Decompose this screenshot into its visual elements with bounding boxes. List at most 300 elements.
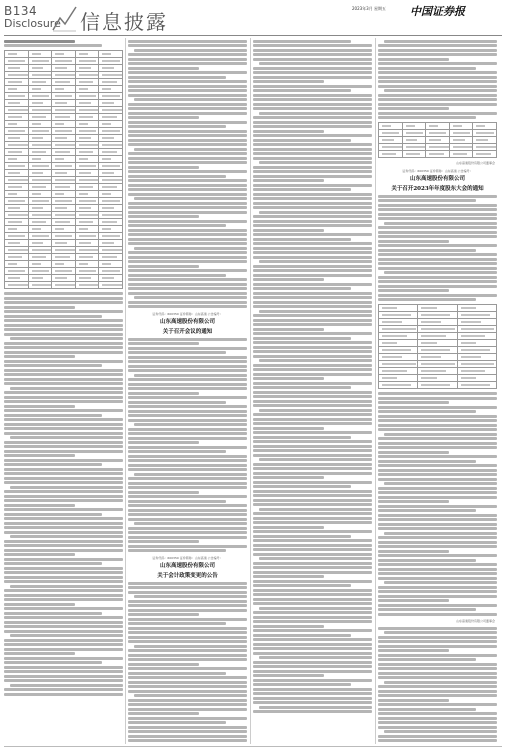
- text-line: [253, 98, 372, 101]
- text-line: [378, 676, 497, 679]
- text-line: [128, 531, 247, 534]
- text-line: [128, 396, 247, 399]
- table-cell: [473, 144, 497, 151]
- text-line: [253, 418, 372, 421]
- table-cell: [28, 177, 52, 184]
- text-line: [4, 315, 102, 318]
- text-line: [253, 269, 372, 272]
- text-line: [128, 387, 247, 390]
- text-line: [378, 577, 497, 580]
- table-row: [5, 135, 123, 142]
- table-cell: [28, 156, 52, 163]
- table-row: [379, 123, 497, 130]
- text-line: [253, 584, 351, 587]
- text-line: [378, 509, 476, 512]
- table-cell: [379, 333, 418, 340]
- text-line: [378, 258, 497, 261]
- table-cell: [418, 340, 457, 347]
- text-line: [384, 730, 497, 733]
- table-cell: [28, 128, 52, 135]
- text-line: [378, 545, 497, 548]
- table-cell: [75, 275, 99, 282]
- text-line: [4, 522, 123, 525]
- text-line: [4, 607, 123, 610]
- text-line: [4, 553, 75, 556]
- notice-title: 关于召开会议的通知: [162, 329, 213, 335]
- text-line: [253, 395, 372, 398]
- table-cell: [99, 177, 123, 184]
- text-line: [378, 285, 497, 288]
- table-row: [5, 93, 123, 100]
- text-line: [253, 535, 351, 538]
- table-cell: [75, 135, 99, 142]
- table-cell: [99, 198, 123, 205]
- text-line: [253, 611, 372, 614]
- text-line: [378, 249, 476, 252]
- table-cell: [379, 312, 418, 319]
- text-line: [378, 76, 497, 79]
- table-cell: [75, 100, 99, 107]
- text-line: [128, 301, 247, 304]
- text-line: [4, 373, 123, 376]
- table-cell: [99, 275, 123, 282]
- section-name-english: Disclosure: [4, 17, 61, 30]
- text-line: [128, 193, 247, 196]
- text-line: [128, 446, 247, 449]
- table-cell: [5, 268, 29, 275]
- table-cell: [52, 275, 76, 282]
- text-line: [384, 433, 497, 436]
- table-row: [379, 144, 497, 151]
- text-line: [4, 360, 123, 363]
- text-line: [253, 413, 372, 416]
- table-cell: [473, 123, 497, 130]
- text-line: [134, 247, 247, 250]
- text-line: [378, 590, 497, 593]
- text-line: [253, 593, 372, 596]
- text-line: [384, 40, 497, 43]
- table-cell: [5, 86, 29, 93]
- text-line: [4, 621, 123, 624]
- text-line: [128, 464, 247, 467]
- table-row: [379, 368, 497, 375]
- text-line: [253, 499, 372, 502]
- table-cell: [5, 72, 29, 79]
- text-line: [10, 684, 123, 687]
- text-line: [128, 107, 247, 110]
- text-line: [4, 468, 123, 471]
- text-line: [128, 342, 199, 345]
- notice-code: 证券代码：600350 证券简称：山东高速 公告编号：: [152, 556, 223, 560]
- text-line: [128, 360, 247, 363]
- text-line: [128, 378, 247, 381]
- table-row: [5, 212, 123, 219]
- text-line: [128, 685, 247, 688]
- text-line: [4, 666, 123, 669]
- table-cell: [28, 247, 52, 254]
- text-line: [253, 274, 372, 277]
- text-line: [259, 310, 372, 313]
- text-line: [4, 391, 123, 394]
- table-row: [379, 312, 497, 319]
- text-line: [378, 240, 449, 243]
- table-cell: [5, 177, 29, 184]
- text-line: [378, 500, 449, 503]
- text-line: [128, 383, 247, 386]
- table-cell: [99, 86, 123, 93]
- table-cell: [99, 163, 123, 170]
- text-line: [4, 648, 123, 651]
- text-line: [128, 432, 247, 435]
- table-cell: [52, 107, 76, 114]
- table-cell: [99, 107, 123, 114]
- text-line: [128, 89, 247, 92]
- text-line: [378, 44, 497, 47]
- text-line: [253, 494, 372, 497]
- table-row: [5, 72, 123, 79]
- text-line: [4, 477, 123, 480]
- text-line: [259, 706, 372, 709]
- table-cell: [449, 130, 473, 137]
- table-cell: [457, 347, 496, 354]
- table-cell: [99, 184, 123, 191]
- table-cell: [75, 282, 99, 289]
- text-line: [4, 513, 102, 516]
- text-line: [4, 616, 123, 619]
- table-cell: [379, 354, 418, 361]
- table-cell: [75, 177, 99, 184]
- table-row: [5, 128, 123, 135]
- text-line: [378, 667, 497, 670]
- table-cell: [5, 79, 29, 86]
- text-line: [128, 365, 247, 368]
- table-cell: [418, 368, 457, 375]
- text-line: [128, 184, 247, 187]
- text-line: [378, 446, 497, 449]
- text-line: [128, 58, 247, 61]
- text-line: [253, 341, 372, 344]
- text-line: [128, 730, 247, 733]
- text-line: [128, 242, 247, 245]
- table-cell: [457, 305, 496, 312]
- table-row: [5, 247, 123, 254]
- table-row: [5, 100, 123, 107]
- text-line: [253, 143, 372, 146]
- text-line: [378, 627, 497, 630]
- table-cell: [99, 170, 123, 177]
- text-line: [253, 107, 372, 110]
- text-line: [128, 139, 247, 142]
- table-row: [5, 170, 123, 177]
- table-cell: [28, 58, 52, 65]
- table-cell: [5, 135, 29, 142]
- text-line: [4, 310, 123, 313]
- masthead: [0, 0, 506, 36]
- text-line: [128, 504, 247, 507]
- text-line: [128, 152, 247, 155]
- table-cell: [418, 375, 457, 382]
- table-cell: [28, 142, 52, 149]
- text-line: [128, 735, 247, 738]
- text-line: [259, 211, 372, 214]
- table-cell: [28, 233, 52, 240]
- table-cell: [52, 142, 76, 149]
- text-line: [378, 554, 497, 557]
- text-line: [378, 112, 497, 115]
- text-line: [4, 40, 75, 43]
- text-line: [378, 636, 497, 639]
- table-cell: [99, 233, 123, 240]
- text-line: [10, 535, 123, 538]
- text-line: [259, 607, 372, 610]
- text-line: [128, 215, 199, 218]
- table-cell: [99, 149, 123, 156]
- table-cell: [52, 156, 76, 163]
- text-line: [253, 139, 351, 142]
- text-line: [378, 599, 449, 602]
- text-line: [253, 647, 372, 650]
- table-cell: [52, 240, 76, 247]
- table-cell: [75, 156, 99, 163]
- text-line: [253, 179, 324, 182]
- text-line: [378, 514, 497, 517]
- table-cell: [75, 184, 99, 191]
- table-cell: [5, 100, 29, 107]
- table-row: [5, 177, 123, 184]
- text-line: [253, 670, 372, 673]
- table-cell: [52, 219, 76, 226]
- table-cell: [52, 72, 76, 79]
- table-cell: [28, 114, 52, 121]
- text-line: [253, 287, 351, 290]
- text-line: [4, 324, 123, 327]
- table-cell: [75, 212, 99, 219]
- text-line: [378, 410, 476, 413]
- table-cell: [75, 114, 99, 121]
- text-line: [128, 726, 247, 729]
- text-line: [253, 517, 372, 520]
- text-line: [253, 166, 372, 169]
- text-line: [4, 571, 123, 574]
- table-cell: [426, 137, 450, 144]
- text-line: [378, 685, 497, 688]
- text-line: [128, 116, 199, 119]
- text-line: [4, 652, 75, 655]
- text-line: [128, 500, 226, 503]
- text-line: [4, 342, 123, 345]
- text-line: [253, 197, 372, 200]
- table-cell: [5, 128, 29, 135]
- text-line: [128, 622, 226, 625]
- text-line: [253, 305, 372, 308]
- table-cell: [5, 93, 29, 100]
- text-line: [4, 297, 123, 300]
- table-cell: [52, 86, 76, 93]
- table-row: [379, 151, 497, 158]
- table-cell: [99, 247, 123, 254]
- table-row: [379, 137, 497, 144]
- text-line: [128, 459, 247, 462]
- text-line: [128, 292, 247, 295]
- text-line: [253, 616, 372, 619]
- table-cell: [75, 205, 99, 212]
- text-line: [378, 478, 497, 481]
- table-cell: [379, 319, 418, 326]
- text-line: [253, 544, 372, 547]
- text-line: [378, 658, 476, 661]
- text-line: [378, 280, 497, 283]
- text-line: [253, 688, 372, 691]
- section-name-chinese: 信息披露: [80, 10, 168, 34]
- table-cell: [52, 100, 76, 107]
- table-row: [5, 191, 123, 198]
- text-line: [253, 386, 351, 389]
- text-line: [10, 436, 123, 439]
- table-cell: [52, 233, 76, 240]
- table-cell: [5, 114, 29, 121]
- text-line: [128, 265, 199, 268]
- text-line: [253, 121, 372, 124]
- text-line: [128, 636, 247, 639]
- table-cell: [99, 261, 123, 268]
- text-line: [253, 620, 372, 623]
- table-cell: [5, 121, 29, 128]
- table-cell: [75, 93, 99, 100]
- text-line: [128, 338, 247, 341]
- text-line: [128, 690, 247, 693]
- text-line: [128, 305, 247, 308]
- text-line: [253, 215, 372, 218]
- text-line: [378, 640, 497, 643]
- text-line: [253, 116, 372, 119]
- text-line: [128, 600, 247, 603]
- text-line: [253, 364, 372, 367]
- table-cell: [473, 137, 497, 144]
- text-line: [4, 567, 123, 570]
- table-cell: [379, 382, 418, 389]
- text-line: [378, 107, 449, 110]
- text-line: [378, 428, 497, 431]
- text-line: [378, 654, 497, 657]
- column-2: [128, 38, 247, 744]
- table-row: [5, 58, 123, 65]
- table-cell: [99, 128, 123, 135]
- text-line: [378, 103, 497, 106]
- text-line: [378, 523, 497, 526]
- table-row: [379, 130, 497, 137]
- text-line: [128, 527, 247, 530]
- text-line: [128, 513, 247, 516]
- table-cell: [52, 282, 76, 289]
- text-line: [128, 283, 247, 286]
- text-line: [4, 526, 123, 529]
- text-line: [378, 496, 497, 499]
- table-cell: [449, 137, 473, 144]
- text-line: [253, 598, 372, 601]
- text-line: [259, 458, 372, 461]
- text-line: [253, 679, 372, 682]
- table-cell: [5, 247, 29, 254]
- text-line: [128, 206, 247, 209]
- text-line: [134, 694, 247, 697]
- table-cell: [52, 170, 76, 177]
- text-line: [4, 589, 123, 592]
- text-line: [134, 98, 247, 101]
- text-line: [128, 486, 247, 489]
- table-row: [5, 198, 123, 205]
- text-line: [253, 283, 372, 286]
- text-line: [253, 445, 372, 448]
- text-line: [253, 440, 372, 443]
- table-cell: [418, 305, 457, 312]
- table-cell: [5, 149, 29, 156]
- text-line: [378, 487, 497, 490]
- text-line: [378, 568, 497, 571]
- table-cell: [28, 79, 52, 86]
- table-cell: [5, 275, 29, 282]
- table-cell: [75, 149, 99, 156]
- text-line: [253, 220, 372, 223]
- notice-code: 证券代码：600350 证券简称：山东高速 公告编号：: [402, 169, 473, 173]
- table-cell: [5, 65, 29, 72]
- text-line: [128, 721, 226, 724]
- text-line: [128, 121, 247, 124]
- table-cell: [418, 333, 457, 340]
- text-line: [4, 409, 123, 412]
- table-cell: [52, 121, 76, 128]
- text-line: [10, 585, 123, 588]
- table-row: [5, 233, 123, 240]
- text-line: [128, 260, 247, 263]
- text-line: [253, 697, 372, 700]
- text-line: [128, 238, 247, 241]
- text-line: [4, 382, 123, 385]
- text-line: [253, 454, 372, 457]
- text-line: [253, 589, 372, 592]
- text-line: [378, 419, 497, 422]
- text-line: [378, 392, 497, 395]
- text-line: [128, 672, 226, 675]
- table-cell: [28, 268, 52, 275]
- table-row: [5, 121, 123, 128]
- text-line: [378, 550, 449, 553]
- table-cell: [75, 233, 99, 240]
- text-line: [4, 346, 123, 349]
- text-line: [378, 195, 497, 198]
- table-row: [5, 219, 123, 226]
- text-line: [253, 602, 372, 605]
- table-cell: [75, 261, 99, 268]
- text-line: [4, 369, 123, 372]
- table-cell: [28, 163, 52, 170]
- text-line: [4, 625, 123, 628]
- text-line: [378, 397, 497, 400]
- text-line: [4, 495, 123, 498]
- text-line: [378, 451, 449, 454]
- text-line: [128, 699, 247, 702]
- table-cell: [379, 305, 418, 312]
- text-line: [253, 85, 372, 88]
- text-line: [4, 454, 75, 457]
- text-line: [128, 40, 247, 43]
- text-line: [378, 71, 497, 74]
- table-cell: [457, 361, 496, 368]
- text-line: [128, 414, 247, 417]
- table-cell: [99, 268, 123, 275]
- table-cell: [457, 333, 496, 340]
- text-line: [128, 369, 247, 372]
- text-line: [378, 744, 497, 745]
